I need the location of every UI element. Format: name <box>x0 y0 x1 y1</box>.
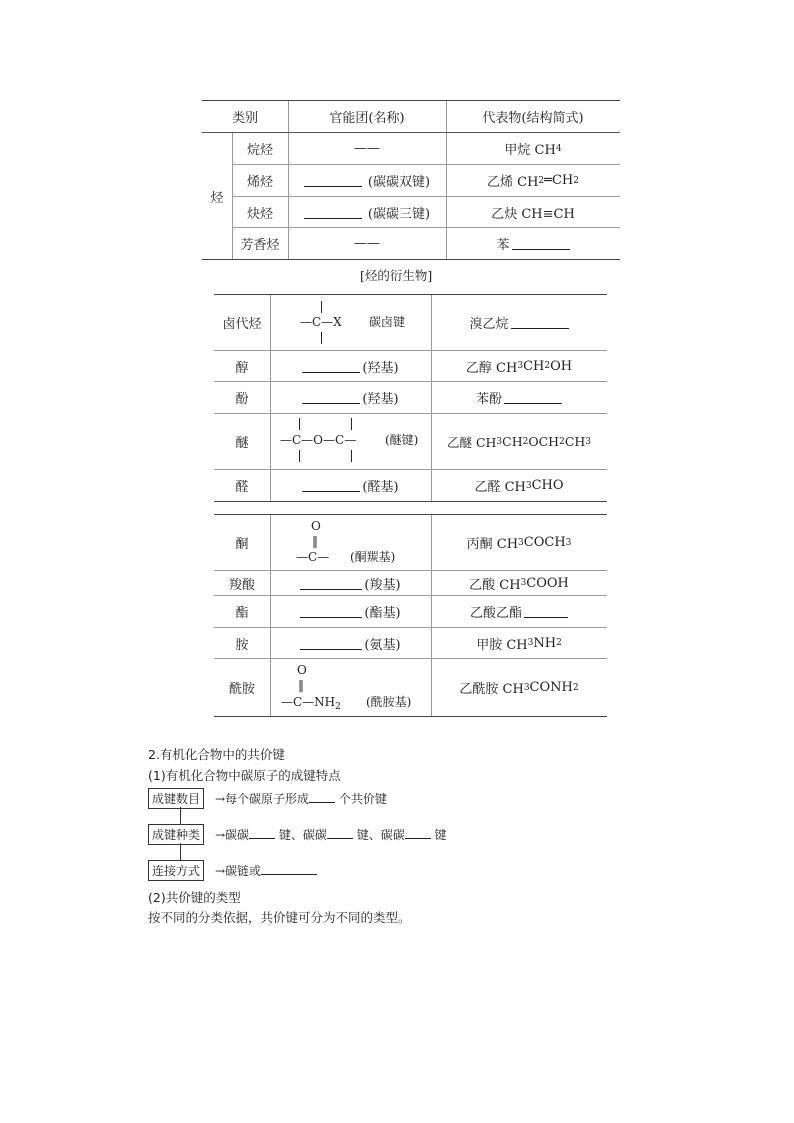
fg-alkyne: (碳碳三键) <box>288 197 446 227</box>
rep-ether: 乙醚 CH 3 CH 2 OCH 2 CH 3 <box>446 434 592 450</box>
answer-blank[interactable] <box>304 174 362 187</box>
fg-amide: O ‖ $—C—NH_2$ (酰胺基) <box>281 663 412 712</box>
answer-blank[interactable] <box>302 479 360 492</box>
header-functional-group: 官能团(名称) <box>329 111 405 126</box>
answer-blank[interactable] <box>300 605 362 618</box>
rep-alcohol: 乙醇 CH 3 CH 2 OH <box>465 358 573 376</box>
bond-count-line: →每个碳原子形成 个共价键 <box>215 792 387 806</box>
paragraph: 按不同的分类依据，共价键可分为不同的类型。 <box>148 910 411 925</box>
answer-blank[interactable] <box>249 826 275 839</box>
answer-blank[interactable] <box>302 360 360 373</box>
class-aldehyde: 醛 <box>235 480 249 495</box>
fg-ketone: O ‖ —C— (酮羰基) <box>296 519 396 564</box>
class-alkane: 烷烃 <box>246 143 273 158</box>
fg-carboxylic-acid: (羧基) <box>270 571 431 595</box>
fg-alkene: (碳碳双键) <box>288 165 446 196</box>
flow-connector <box>180 843 181 860</box>
answer-blank[interactable] <box>405 826 431 839</box>
flow-connector <box>180 807 181 824</box>
rep-haloalkane: 溴乙烷 <box>431 295 607 350</box>
fg-aromatic: —— <box>354 236 380 251</box>
answer-blank[interactable] <box>304 206 362 219</box>
fg-haloalkane: —C—X 碳卤键 <box>270 295 431 350</box>
class-ether: 醚 <box>235 436 249 451</box>
answer-blank[interactable] <box>327 826 353 839</box>
answer-blank[interactable] <box>511 316 569 329</box>
hydrocarbon-table <box>202 100 620 260</box>
fg-alkane: —— <box>354 141 380 156</box>
class-carboxylic-acid: 羧酸 <box>228 577 255 593</box>
answer-blank[interactable] <box>261 862 317 875</box>
class-haloalkane: 卤代烃 <box>222 317 262 332</box>
class-aromatic: 芳香烃 <box>240 238 280 253</box>
fg-amine: (氨基) <box>270 628 431 658</box>
rep-phenol: 苯酚 <box>431 382 607 413</box>
class-alcohol: 醇 <box>235 360 249 376</box>
class-amine: 胺 <box>235 637 249 653</box>
class-ester: 酯 <box>235 606 249 621</box>
answer-blank[interactable] <box>504 391 562 404</box>
box-bond-count: 成键数目 <box>148 788 204 809</box>
section-heading: 2.有机化合物中的共价键 <box>148 747 285 762</box>
rep-aldehyde: 乙醛 CH 3 CHO <box>474 478 564 495</box>
header-representative: 代表物(结构简式) <box>482 111 584 126</box>
fg-alcohol: (羟基) <box>270 351 431 381</box>
answer-blank[interactable] <box>512 237 570 250</box>
answer-blank[interactable] <box>300 577 362 590</box>
rep-ketone: 丙酮 CH 3 COCH 3 <box>466 535 572 552</box>
answer-blank[interactable] <box>524 605 568 618</box>
class-amide: 酰胺 <box>228 682 255 697</box>
rep-alkane: 甲烷 CH 4 <box>504 143 562 158</box>
derivatives-table-2 <box>214 514 607 717</box>
header-category: 类别 <box>231 111 258 126</box>
rep-amine: 甲胺 CH 3 NH 2 <box>476 635 562 653</box>
rep-alkene: 乙烯 CH 2 ═CH 2 <box>486 173 579 190</box>
fg-ether: —C—O—C— (醚键) <box>270 414 431 469</box>
rep-amide: 乙酰胺 CH 3 CONH 2 <box>459 680 579 697</box>
class-alkyne: 炔烃 <box>246 206 273 222</box>
class-alkene: 烯烃 <box>246 175 273 190</box>
rep-carboxylic-acid: 乙酸 CH 3 COOH <box>469 575 569 593</box>
class-phenol: 酚 <box>235 392 249 407</box>
derivatives-title: [烃的衍生物] <box>360 268 433 283</box>
box-connection-mode: 连接方式 <box>148 860 204 881</box>
answer-blank[interactable] <box>300 637 362 650</box>
subsection-heading-2: (2)共价键的类型 <box>148 890 241 905</box>
class-ketone: 酮 <box>235 537 249 552</box>
derivatives-table-1 <box>214 294 607 502</box>
rep-ester: 乙酸乙酯 <box>431 596 607 627</box>
box-bond-type: 成键种类 <box>148 824 204 845</box>
group-label-hydrocarbon: 烃 <box>210 190 224 206</box>
rep-aromatic: 苯 <box>446 228 620 259</box>
fg-aldehyde: (醛基) <box>270 470 431 501</box>
subsection-heading-1: (1)有机化合物中碳原子的成键特点 <box>148 768 341 783</box>
answer-blank[interactable] <box>309 790 335 803</box>
connection-mode-line: →碳链或 <box>215 862 317 879</box>
rep-alkyne: 乙炔 CH≡CH <box>491 206 575 222</box>
answer-blank[interactable] <box>302 391 360 404</box>
fg-phenol: (羟基) <box>270 382 431 413</box>
bond-type-line: →碳碳 键、碳碳 键、碳碳 键 <box>215 828 447 842</box>
fg-ester: (酯基) <box>270 596 431 627</box>
